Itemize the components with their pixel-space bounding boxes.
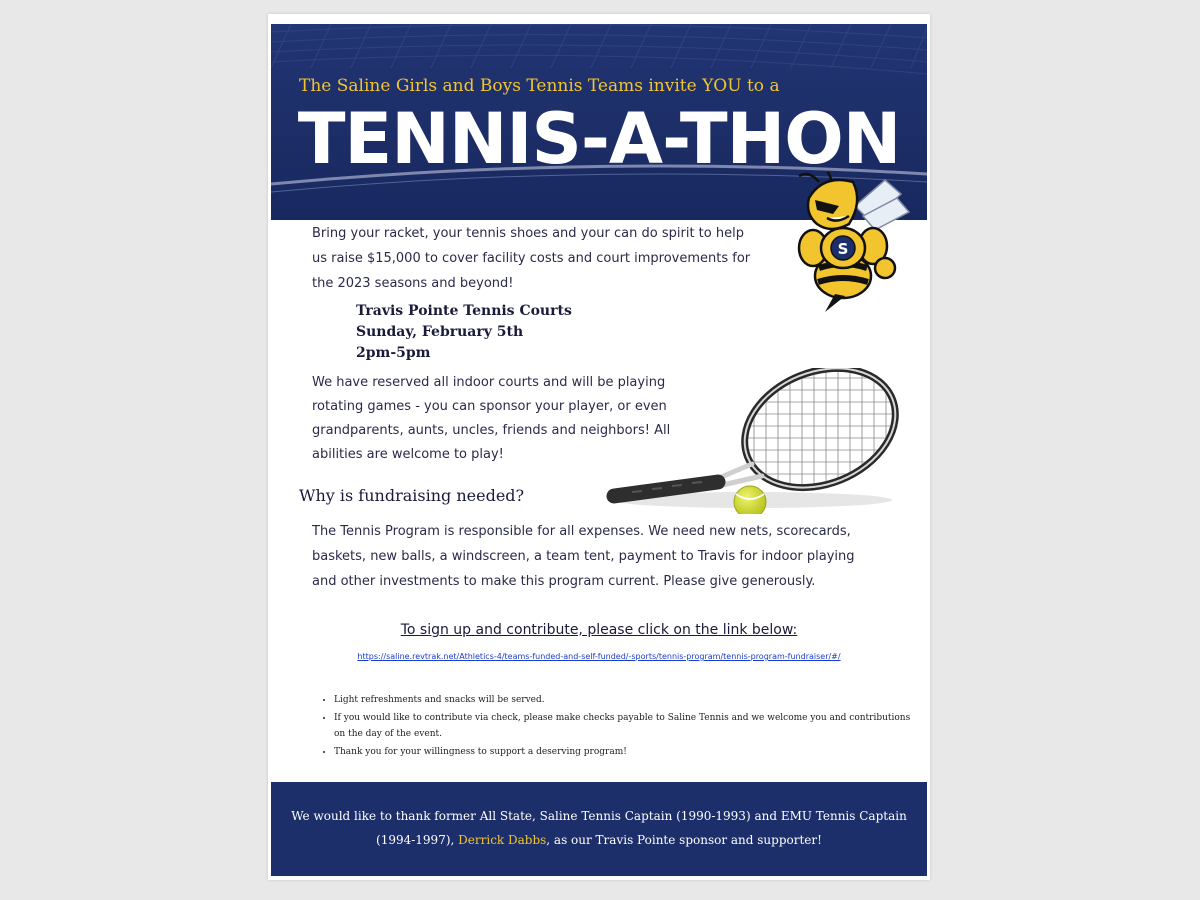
tennis-racket-icon — [602, 368, 902, 514]
footer-text-before: We would like to thank former All State, Saline Tennis Captain (1990-1993) and EMU Tennis Captain (1994-1997), — [291, 809, 907, 847]
footer-thanks — [291, 804, 907, 852]
intro-paragraph: Bring your racket, your tennis shoes and your can do spirit to help us raise $15,000 to cover facility costs and court improvements for the 2023 seasons and beyond! — [312, 226, 751, 291]
details-paragraph: We have reserved all indoor courts and will be playing rotating games - you can sponsor your player, or even grandparents, aunts, uncles, friends and neighbors! All abilities are welcome to play! — [312, 375, 671, 462]
svg-text:S: S — [837, 240, 849, 258]
list-item: • Light refreshments and snacks will be served. — [334, 692, 924, 708]
event-details — [356, 301, 572, 364]
footer-banner — [271, 782, 927, 876]
signup-heading: To sign up and contribute, please click on the link below: — [400, 622, 798, 638]
why-paragraph: The Tennis Program is responsible for all expenses. We need new nets, scorecards, baskets, new balls, a windscreen, a team tent, payment to Travis for indoor playing and other investments to make this program current. Please give generously. — [312, 524, 855, 589]
hornet-mascot-icon — [773, 172, 913, 314]
event-location: Travis Pointe Tennis Courts — [356, 303, 572, 319]
event-time: 2pm-5pm — [356, 345, 431, 361]
footer-text-after: , as our Travis Pointe sponsor and supporter! — [546, 833, 822, 847]
signup-link[interactable]: https://saline.revtrak.net/Athletics-4/teams-funded-and-self-funded/-sports/tennis-program/tennis-program-fundraiser/#/ — [357, 652, 841, 661]
page-title: TENNIS-A-THON — [297, 98, 901, 180]
notes-list — [320, 692, 924, 762]
event-date: Sunday, February 5th — [356, 324, 524, 340]
list-item: • If you would like to contribute via check, please make checks payable to Saline Tennis and we welcome you and contributions on the day of the event. — [334, 710, 924, 742]
sponsor-name: Derrick Dabbs — [458, 833, 547, 847]
list-item: • Thank you for your willingness to support a deserving program! — [334, 744, 924, 760]
why-heading: Why is fundraising needed? — [299, 486, 525, 505]
flyer-page — [268, 14, 930, 880]
invite-line: The Saline Girls and Boys Tennis Teams invite YOU to a — [299, 76, 780, 96]
